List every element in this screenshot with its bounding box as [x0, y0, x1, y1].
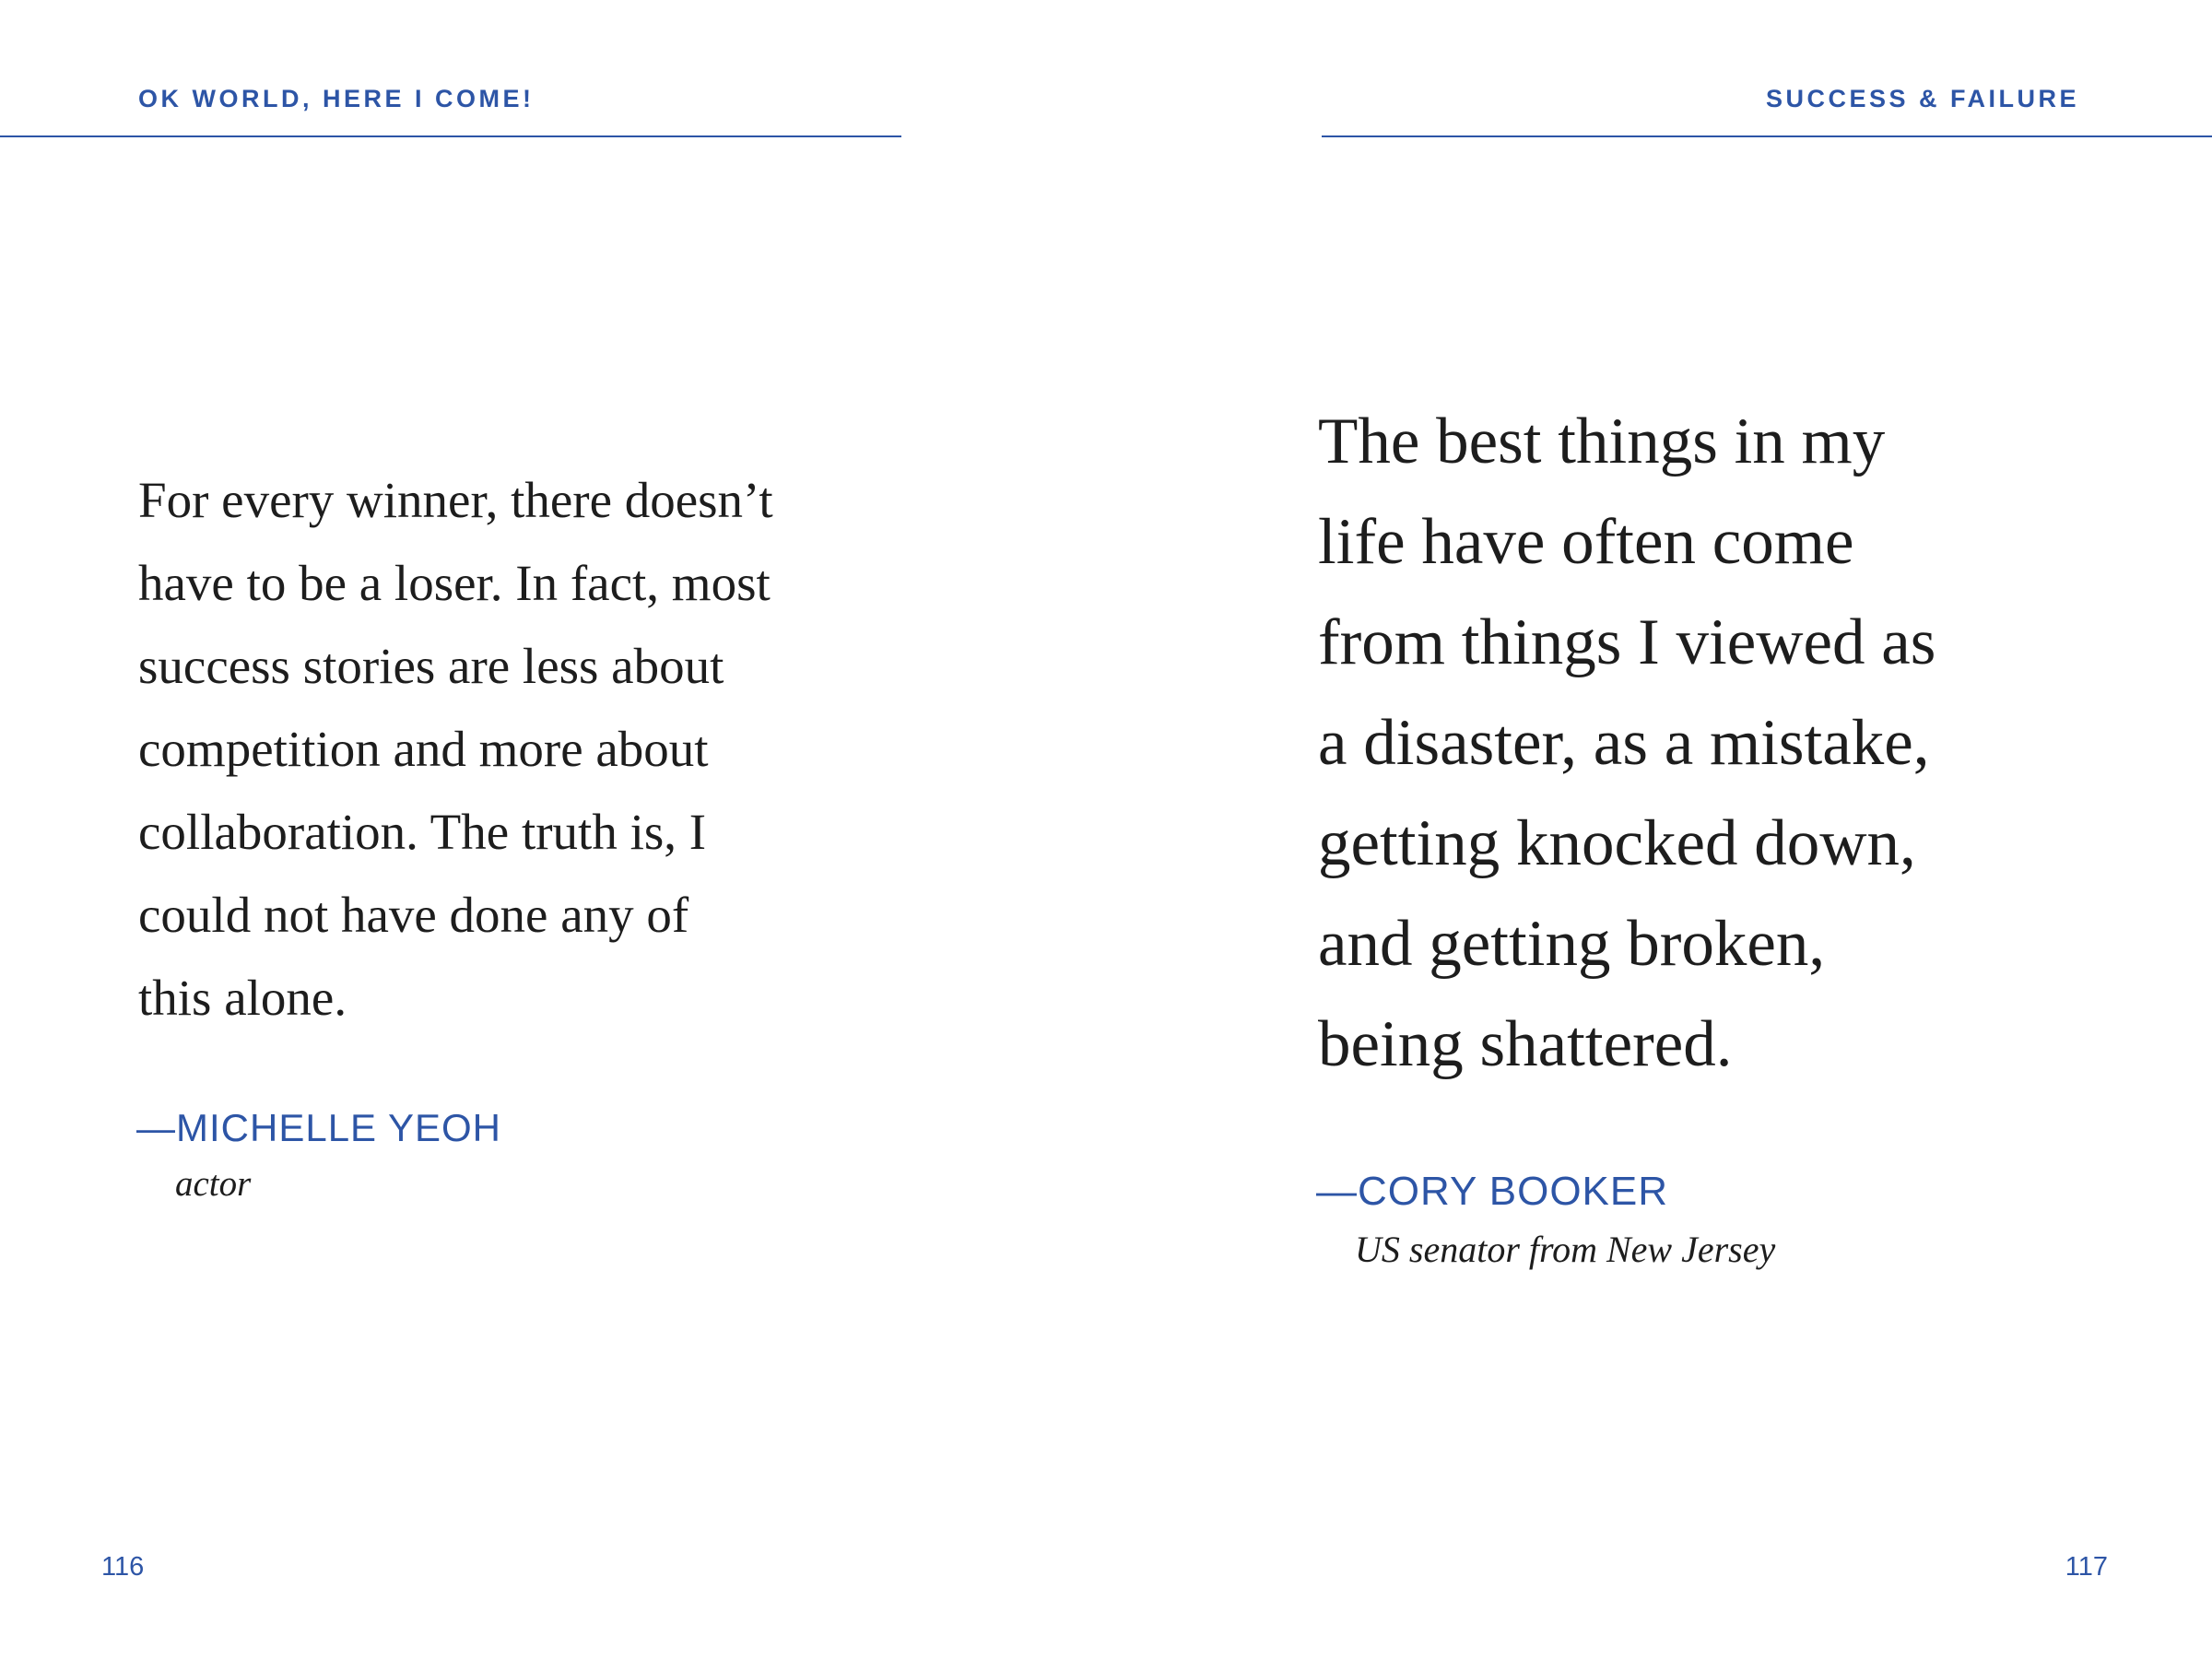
- quote-line: success stories are less about: [138, 638, 724, 694]
- quote-line: from things I viewed as: [1318, 606, 1936, 678]
- quote-line: this alone.: [138, 970, 347, 1026]
- quote-line: life have often come: [1318, 506, 1854, 578]
- quote-line: The best things in my: [1318, 406, 1886, 477]
- left-page-number: 116: [101, 1552, 145, 1582]
- quote-line: competition and more about: [138, 721, 709, 777]
- quote-line: could not have done any of: [138, 887, 689, 943]
- left-page-header: OK WORLD, HERE I COME!: [138, 85, 535, 112]
- quote-line: a disaster, as a mistake,: [1318, 707, 1930, 779]
- quote-line: and getting broken,: [1318, 908, 1826, 980]
- left-quote-attribution: —MICHELLE YEOH: [136, 1106, 501, 1149]
- right-quote-byline: US senator from New Jersey: [1355, 1229, 1776, 1270]
- left-header-rule: [0, 135, 901, 137]
- quote-line: getting knocked down,: [1318, 807, 1916, 879]
- quote-line: being shattered.: [1318, 1008, 1733, 1080]
- quote-line: have to be a loser. In fact, most: [138, 555, 771, 611]
- quote-line: For every winner, there doesn’t: [138, 472, 773, 528]
- quote-line: collaboration. The truth is, I: [138, 804, 707, 860]
- left-quote-byline: actor: [175, 1164, 252, 1204]
- right-page-header: SUCCESS & FAILURE: [1765, 85, 2079, 112]
- right-header-rule: [1322, 135, 2212, 137]
- left-quote: [138, 459, 773, 1040]
- right-quote: [1318, 392, 1936, 1095]
- right-quote-attribution: —CORY BOOKER: [1316, 1169, 1669, 1214]
- right-page-number: 117: [2065, 1552, 2108, 1582]
